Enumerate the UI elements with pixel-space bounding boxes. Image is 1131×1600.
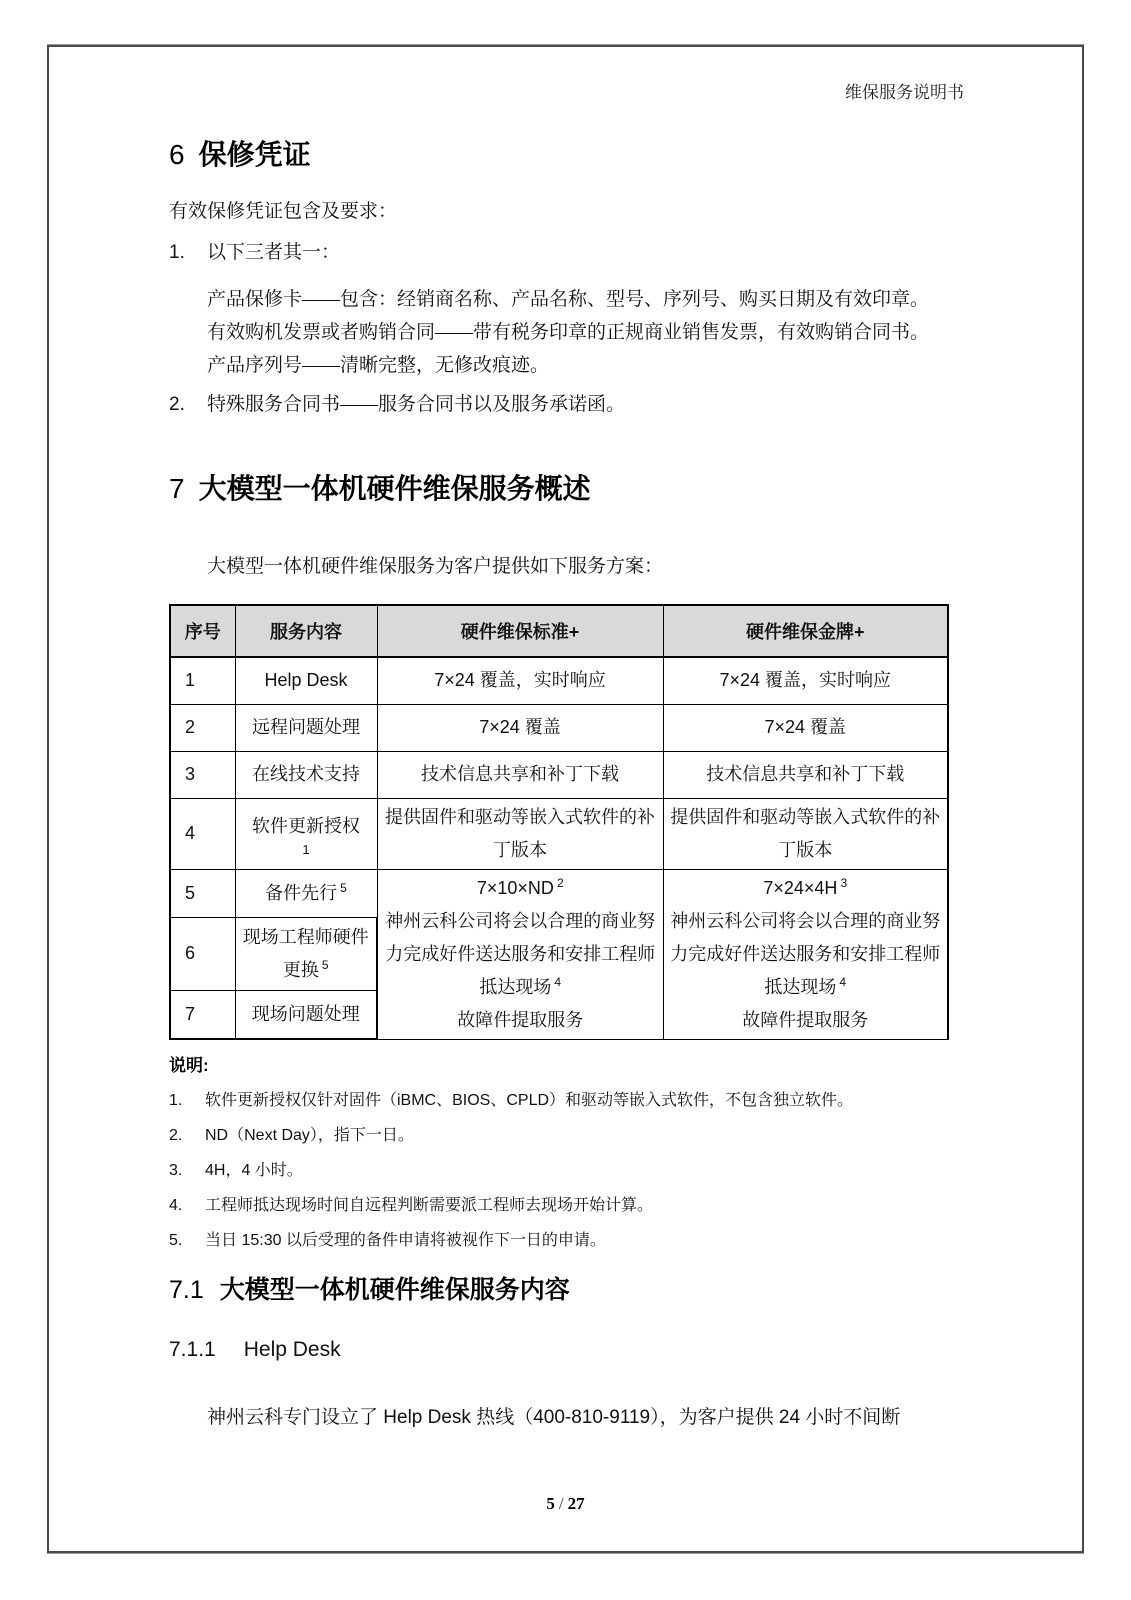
cell-gold-merged — [663, 869, 948, 1039]
table-row — [170, 704, 948, 751]
section-6-intro: 有效保修凭证包含及要求： — [169, 201, 398, 222]
note-text: ND（Next Day），指下一日。 — [205, 1127, 414, 1144]
cell-service: 在线技术支持 — [235, 751, 377, 798]
heading-6-number: 6 — [169, 139, 185, 170]
note-number: 3. — [169, 1162, 183, 1179]
cell-gold: 技术信息共享和补丁下载 — [663, 751, 948, 798]
cell-standard: 提供固件和驱动等嵌入式软件的补丁版本 — [377, 798, 663, 869]
cell-no: 4 — [170, 798, 235, 869]
list-item-1-text: 以下三者其一： — [207, 242, 341, 263]
document-header — [169, 83, 964, 103]
col-header-no: 序号 — [170, 605, 235, 657]
note-text: 软件更新授权仅针对固件（iBMC、BIOS、CPLD）和驱动等嵌入式软件，不包含独立软件。 — [205, 1092, 854, 1109]
note-item — [169, 1195, 964, 1216]
cell-standard-merged — [377, 869, 663, 1039]
notes-title: 说明: — [169, 1056, 209, 1075]
note-item — [169, 1160, 964, 1181]
standard-commitment-line: 神州云科公司将会以合理的商业努力完成好件送达服务和安排工程师抵达现场 $^4$ — [385, 910, 656, 997]
cell-service — [235, 869, 377, 917]
heading-7-1-1-number: 7.1.1 — [169, 1338, 216, 1361]
table-row — [170, 869, 948, 917]
commitment-footnote: 4 — [554, 974, 562, 989]
table-header-row — [170, 605, 948, 657]
helpdesk-paragraph: 神州云科专门设立了 Help Desk 热线（400-810-9119），为客户提供 24 小时不间断 — [207, 1407, 901, 1428]
heading-7-title: 大模型一体机硬件维保服务概述 — [198, 473, 591, 504]
document-page — [47, 45, 1084, 1553]
heading-7-number: 7 — [169, 473, 185, 504]
sla-footnote: 3 — [840, 875, 848, 890]
cell-service — [235, 917, 377, 990]
cell-service-footnote: 5 — [340, 880, 347, 895]
note-item — [169, 1090, 964, 1111]
cell-gold: 提供固件和驱动等嵌入式软件的补丁版本 — [663, 798, 948, 869]
cell-no: 5 — [170, 869, 235, 917]
cell-service: 现场问题处理 — [235, 991, 377, 1039]
table-row — [170, 751, 948, 798]
detail-line-invoice: 有效购机发票或者购销合同——带有税务印章的正规商业销售发票，有效购销合同书。 — [207, 322, 930, 343]
page-number-separator: / — [558, 1494, 564, 1513]
col-header-service: 服务内容 — [235, 605, 377, 657]
heading-7-1-1-title: Help Desk — [243, 1338, 341, 1361]
list-item-1 — [169, 242, 964, 264]
cell-no: 7 — [170, 991, 235, 1039]
standard-sla-line: 7×10×ND $^2$ — [476, 875, 564, 898]
cell-no: 6 — [170, 917, 235, 990]
list-item-2-text: 特殊服务合同书——服务合同书以及服务承诺函。 — [207, 394, 626, 415]
cell-gold: 7×24 覆盖，实时响应 — [663, 657, 948, 704]
table-row — [170, 657, 948, 704]
list-item-1-number: 1. — [169, 242, 185, 263]
cell-no: 2 — [170, 704, 235, 751]
cell-service-label: 软件更新授权 — [252, 816, 360, 836]
list-item-2 — [169, 394, 964, 416]
cell-service-footnote: 1 — [302, 842, 310, 857]
sla-footnote: 2 — [556, 875, 564, 890]
col-header-gold: 硬件维保金牌+ — [663, 605, 948, 657]
note-number: 1. — [169, 1092, 183, 1109]
note-text: 当日 15:30 以后受理的备件申请将被视作下一日的申请。 — [205, 1232, 606, 1249]
cell-service: Help Desk — [235, 657, 377, 704]
cell-no: 1 — [170, 657, 235, 704]
list-item-2-number: 2. — [169, 394, 185, 415]
detail-line-warranty-card: 产品保修卡——包含：经销商名称、产品名称、型号、序列号、购买日期及有效印章。 — [207, 289, 930, 310]
heading-section-7-1-1 — [169, 1337, 964, 1363]
section-7-intro: 大模型一体机硬件维保服务为客户提供如下服务方案： — [207, 556, 664, 577]
document-header-title: 维保服务说明书 — [845, 83, 964, 102]
cell-service — [235, 798, 377, 869]
cell-standard: 技术信息共享和补丁下载 — [377, 751, 663, 798]
note-number: 4. — [169, 1197, 183, 1214]
note-text: 工程师抵达现场时间自远程判断需要派工程师去现场开始计算。 — [205, 1197, 654, 1214]
note-number: 5. — [169, 1232, 183, 1249]
cell-gold: 7×24 覆盖 — [663, 704, 948, 751]
list-item-1-detail — [207, 283, 964, 382]
heading-7-1-title: 大模型一体机硬件维保服务内容 — [219, 1276, 570, 1304]
note-item — [169, 1230, 964, 1251]
gold-pickup-line: 故障件提取服务 — [742, 1009, 869, 1030]
heading-section-7 — [169, 472, 964, 506]
total-page-count: 27 — [567, 1494, 585, 1513]
cell-service: 远程问题处理 — [235, 704, 377, 751]
cell-service-label: 备件先行 — [265, 882, 338, 903]
table-row — [170, 798, 948, 869]
heading-section-7-1 — [169, 1274, 964, 1306]
cell-standard: 7×24 覆盖 — [377, 704, 663, 751]
cell-standard: 7×24 覆盖，实时响应 — [377, 657, 663, 704]
heading-7-1-number: 7.1 — [169, 1276, 204, 1304]
col-header-standard: 硬件维保标准+ — [377, 605, 663, 657]
gold-sla-line: 7×24×4H $^3$ — [763, 875, 848, 898]
heading-6-title: 保修凭证 — [198, 139, 311, 170]
note-text: 4H，4 小时。 — [205, 1162, 303, 1179]
page-footer — [49, 1494, 1082, 1514]
commitment-footnote: 4 — [839, 974, 847, 989]
gold-commitment-line: 神州云科公司将会以合理的商业努力完成好件送达服务和安排工程师抵达现场 $^4$ — [670, 910, 941, 997]
cell-no: 3 — [170, 751, 235, 798]
standard-pickup-line: 故障件提取服务 — [457, 1009, 584, 1030]
note-number: 2. — [169, 1127, 183, 1144]
service-table — [169, 604, 949, 1040]
current-page-number: 5 — [546, 1494, 555, 1513]
detail-line-serial: 产品序列号——清晰完整，无修改痕迹。 — [207, 355, 550, 376]
cell-service-footnote: 5 — [321, 957, 329, 972]
note-item — [169, 1125, 964, 1146]
heading-section-6 — [169, 138, 964, 172]
cell-service-label: 现场工程师硬件更换 — [242, 926, 369, 980]
